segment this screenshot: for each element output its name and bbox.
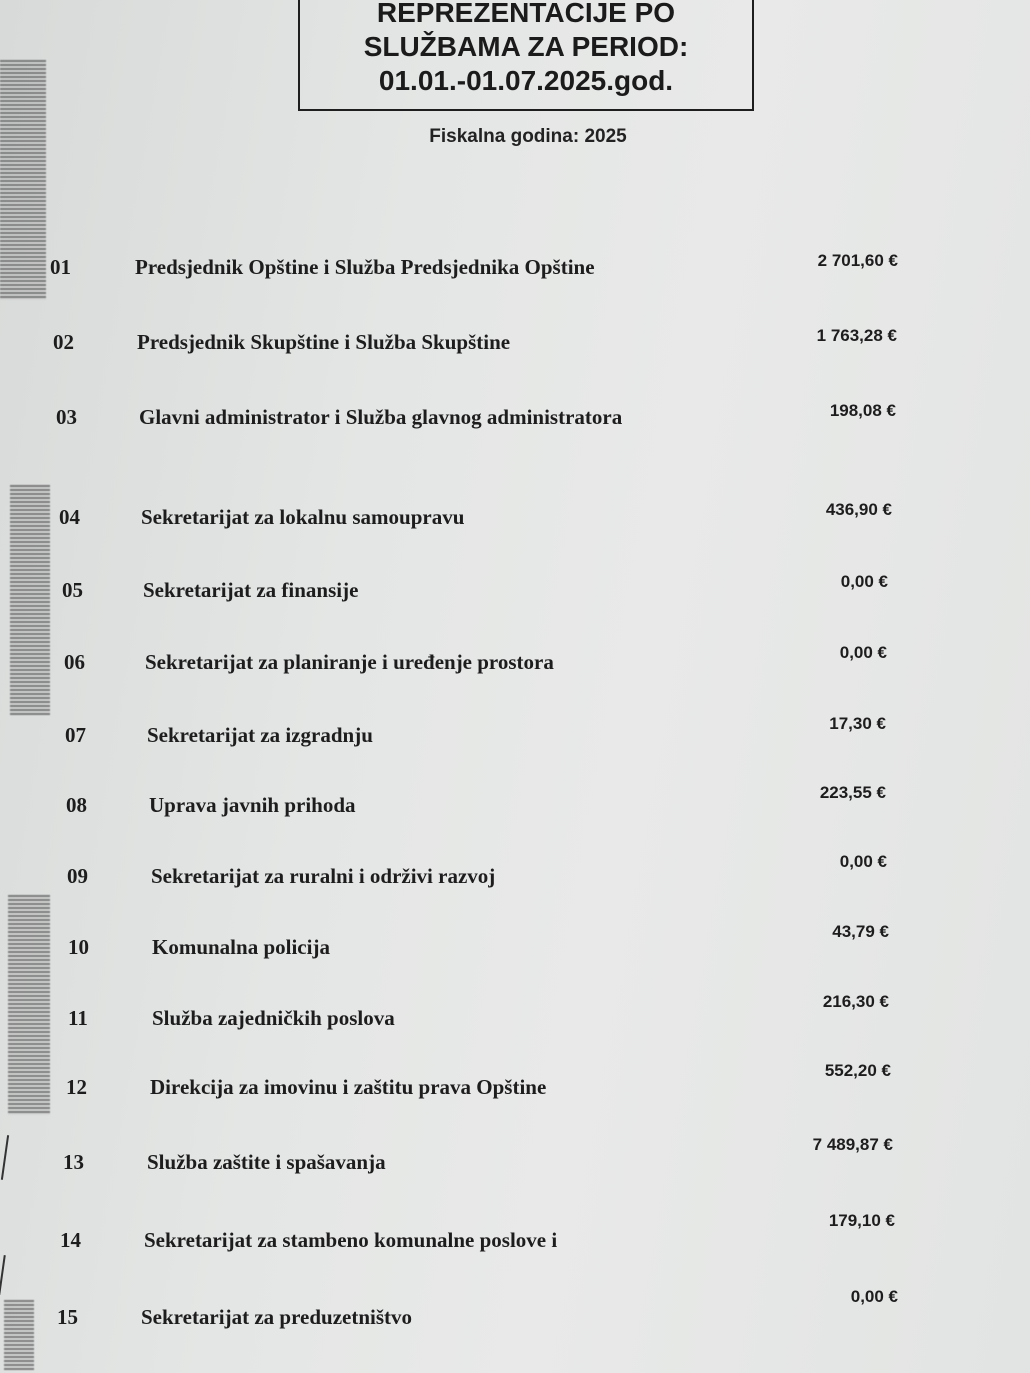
item-code: 12	[66, 1075, 87, 1099]
item-amount: 43,79 €	[832, 922, 889, 941]
item-name: Predsjednik Skupštine i Služba Skupštine	[137, 330, 511, 354]
fiscal-year: Fiskalna godina: 2025	[429, 126, 627, 147]
item-amount: 0,00 €	[840, 572, 888, 591]
item-name: Uprava javnih prihoda	[149, 793, 356, 817]
item-code: 13	[63, 1150, 84, 1174]
item-amount: 198,08 €	[829, 401, 896, 420]
list-item	[0, 572, 1030, 618]
item-name: Sekretarijat za preduzetništvo	[141, 1305, 413, 1329]
item-code: 04	[59, 505, 80, 529]
item-name: Služba zajedničkih poslova	[152, 1006, 395, 1030]
item-amount: 552,20 €	[824, 1061, 891, 1080]
list-item	[0, 1135, 1030, 1190]
item-name: Sekretarijat za planiranje i uređenje prostora	[145, 650, 554, 674]
item-amount: 17,30 €	[829, 714, 886, 733]
list-item	[0, 922, 1030, 975]
item-amount: 2 701,60 €	[817, 251, 898, 270]
item-name: Predsjednik Opštine i Služba Predsjednika Opštine	[135, 255, 595, 279]
list-item	[0, 783, 1030, 833]
list-item	[0, 1287, 1030, 1345]
list-item	[0, 326, 1030, 370]
item-amount: 216,30 €	[822, 992, 889, 1011]
item-amount: 0,00 €	[850, 1287, 898, 1306]
item-code: 10	[68, 935, 89, 959]
list-item	[0, 1211, 1030, 1268]
item-code: 08	[66, 793, 87, 817]
item-name: Služba zaštite i spašavanja	[147, 1150, 386, 1174]
item-name: Glavni administrator i Služba glavnog administratora	[139, 405, 623, 429]
item-name: Sekretarijat za ruralni i održivi razvoj	[151, 864, 496, 888]
item-code: 05	[62, 578, 83, 602]
item-amount: 0,00 €	[839, 643, 887, 662]
item-name: Sekretarijat za lokalnu samoupravu	[141, 505, 465, 529]
list-item	[0, 643, 1030, 690]
item-code: 03	[56, 405, 77, 429]
item-amount: 0,00 €	[839, 852, 887, 871]
list-item	[0, 500, 1030, 545]
item-amount: 7 489,87 €	[812, 1135, 893, 1154]
item-code: 15	[57, 1305, 78, 1329]
list-item	[0, 401, 1030, 445]
item-name: Sekretarijat za finansije	[143, 578, 359, 602]
title-box	[298, 0, 754, 111]
item-code: 06	[64, 650, 85, 674]
list-item	[0, 251, 1030, 295]
item-amount: 179,10 €	[828, 1211, 895, 1230]
item-code: 14	[60, 1228, 81, 1252]
item-code: 09	[67, 864, 88, 888]
item-amount: 436,90 €	[825, 500, 892, 519]
item-code: 01	[50, 255, 71, 279]
list-item	[0, 714, 1030, 763]
item-amount: 1 763,28 €	[816, 326, 897, 345]
list-item	[0, 852, 1030, 904]
item-code: 11	[68, 1006, 88, 1030]
item-amount: 223,55 €	[819, 783, 886, 802]
item-name: Direkcija za imovinu i zaštitu prava Opštine	[150, 1075, 547, 1099]
item-code: 07	[65, 723, 86, 747]
item-name: Sekretarijat za izgradnju	[147, 723, 373, 747]
list-item	[0, 1061, 1030, 1115]
item-code: 02	[53, 330, 74, 354]
item-name: Sekretarijat za stambeno komunalne poslove i	[144, 1228, 558, 1252]
title-line: 01.01.-01.07.2025.god.	[378, 65, 674, 96]
list-item	[0, 992, 1030, 1046]
title-line: REPREZENTACIJE PO	[376, 0, 676, 28]
title-line: SLUŽBAMA ZA PERIOD:	[363, 31, 689, 62]
item-name: Komunalna policija	[152, 935, 330, 959]
